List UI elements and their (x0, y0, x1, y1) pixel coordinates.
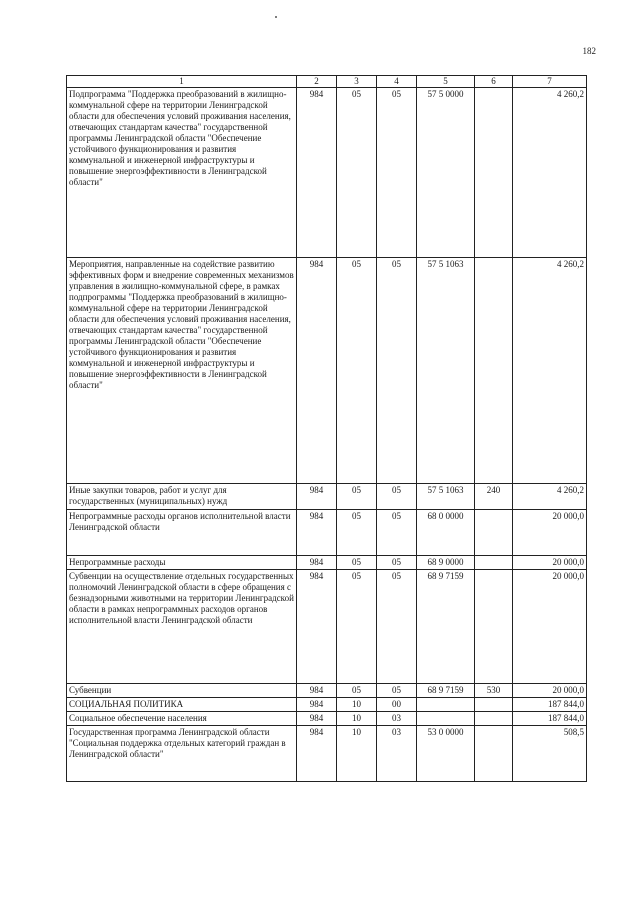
row-name: Иные закупки товаров, работ и услуг для государственных (муниципальных) нужд (67, 484, 297, 510)
target-article: 57 5 0000 (417, 88, 475, 258)
target-article: 68 9 7159 (417, 684, 475, 698)
row-name: Социальное обеспечение населения (67, 712, 297, 726)
target-article (417, 712, 475, 726)
subsection-code: 00 (377, 698, 417, 712)
amount: 4 260,2 (513, 258, 587, 484)
subsection-code: 05 (377, 258, 417, 484)
table-row (67, 570, 587, 684)
table-row (67, 556, 587, 570)
row-name: Непрограммные расходы органов исполнительной власти Ленинградской области (67, 510, 297, 556)
page-number: 182 (582, 46, 596, 56)
row-name: Непрограммные расходы (67, 556, 297, 570)
table-row (67, 698, 587, 712)
ministry-code: 984 (297, 698, 337, 712)
column-header: 6 (475, 76, 513, 88)
subsection-code: 05 (377, 556, 417, 570)
budget-table (66, 75, 587, 782)
table-row (67, 88, 587, 258)
target-article: 68 9 7159 (417, 570, 475, 684)
expense-type (475, 556, 513, 570)
table-row (67, 684, 587, 698)
row-name: СОЦИАЛЬНАЯ ПОЛИТИКА (67, 698, 297, 712)
target-article: 68 9 0000 (417, 556, 475, 570)
table-row (67, 258, 587, 484)
expense-type (475, 88, 513, 258)
ministry-code: 984 (297, 510, 337, 556)
row-name: Мероприятия, направленные на содействие развитию эффективных форм и внедрение современных механизмов управления в жилищно-коммунальной сфере, в рамках подпрограммы "Поддержка преобразований в жилищно-коммунальной сфере на территории Ленинградской области для обеспечения условий проживания населения, отвечающих стандартам качества" государственной программы Ленинградской области "Обеспечение устойчивого функционирования и развития коммунальной и инженерной инфраструктуры и повышение энергоэффективности в Ленинградской области" (67, 258, 297, 484)
table-row (67, 510, 587, 556)
amount: 4 260,2 (513, 484, 587, 510)
subsection-code: 05 (377, 484, 417, 510)
amount: 20 000,0 (513, 556, 587, 570)
amount: 187 844,0 (513, 712, 587, 726)
row-name: Государственная программа Ленинградской области "Социальная поддержка отдельных категорий граждан в Ленинградской области" (67, 726, 297, 782)
ministry-code: 984 (297, 484, 337, 510)
target-article: 57 5 1063 (417, 258, 475, 484)
section-code: 05 (337, 484, 377, 510)
ministry-code: 984 (297, 556, 337, 570)
section-code: 10 (337, 698, 377, 712)
ministry-code: 984 (297, 88, 337, 258)
amount: 508,5 (513, 726, 587, 782)
scan-speck (275, 16, 277, 18)
subsection-code: 05 (377, 88, 417, 258)
ministry-code: 984 (297, 726, 337, 782)
subsection-code: 03 (377, 712, 417, 726)
row-name: Подпрограмма "Поддержка преобразований в жилищно-коммунальной сфере на территории Ленинградской области для обеспечения условий проживания населения, отвечающих стандартам качества" государственной программы Ленинградской области "Обеспечение устойчивого функционирования и развития коммунальной и инженерной инфраструктуры и повышение энергоэффективности в Ленинградской области" (67, 88, 297, 258)
amount: 20 000,0 (513, 570, 587, 684)
target-article: 57 5 1063 (417, 484, 475, 510)
section-code: 10 (337, 726, 377, 782)
row-name: Субвенции (67, 684, 297, 698)
expense-type (475, 570, 513, 684)
expense-type: 530 (475, 684, 513, 698)
section-code: 05 (337, 556, 377, 570)
section-code: 05 (337, 684, 377, 698)
section-code: 05 (337, 258, 377, 484)
target-article: 68 0 0000 (417, 510, 475, 556)
column-header: 7 (513, 76, 587, 88)
section-code: 05 (337, 510, 377, 556)
header-row (67, 76, 587, 88)
ministry-code: 984 (297, 712, 337, 726)
table-row (67, 726, 587, 782)
column-header: 4 (377, 76, 417, 88)
subsection-code: 05 (377, 510, 417, 556)
amount: 187 844,0 (513, 698, 587, 712)
column-header: 1 (67, 76, 297, 88)
subsection-code: 03 (377, 726, 417, 782)
table-row (67, 712, 587, 726)
amount: 20 000,0 (513, 684, 587, 698)
amount: 4 260,2 (513, 88, 587, 258)
expense-type (475, 258, 513, 484)
expense-type (475, 510, 513, 556)
column-header: 5 (417, 76, 475, 88)
column-header: 2 (297, 76, 337, 88)
expense-type (475, 726, 513, 782)
amount: 20 000,0 (513, 510, 587, 556)
expense-type (475, 712, 513, 726)
table-row (67, 484, 587, 510)
ministry-code: 984 (297, 684, 337, 698)
target-article: 53 0 0000 (417, 726, 475, 782)
ministry-code: 984 (297, 570, 337, 684)
section-code: 05 (337, 88, 377, 258)
subsection-code: 05 (377, 570, 417, 684)
column-header: 3 (337, 76, 377, 88)
subsection-code: 05 (377, 684, 417, 698)
target-article (417, 698, 475, 712)
expense-type: 240 (475, 484, 513, 510)
section-code: 10 (337, 712, 377, 726)
row-name: Субвенции на осуществление отдельных государственных полномочий Ленинградской области в сфере обращения с безнадзорными животными на территории Ленинградской области в рамках непрограммных расходов органов исполнительной власти Ленинградской области (67, 570, 297, 684)
ministry-code: 984 (297, 258, 337, 484)
section-code: 05 (337, 570, 377, 684)
expense-type (475, 698, 513, 712)
